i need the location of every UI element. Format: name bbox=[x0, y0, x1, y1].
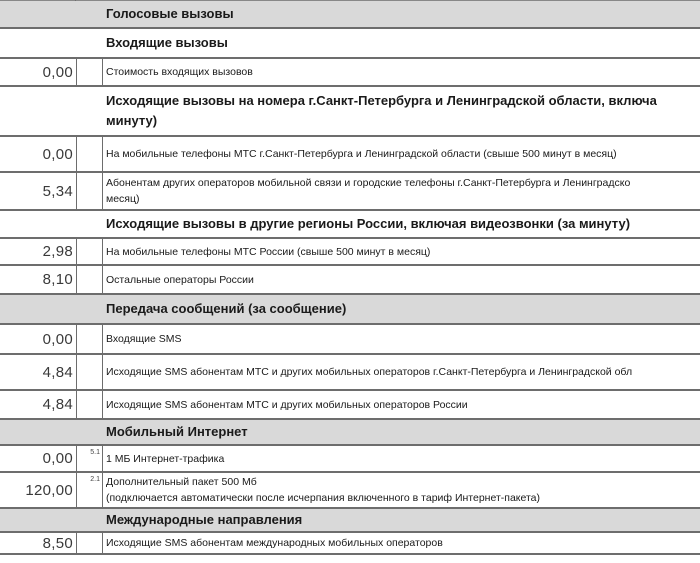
group-row-international bbox=[0, 509, 700, 533]
subgroup-row-outgoing-spb bbox=[0, 87, 700, 137]
group-row-internet bbox=[0, 420, 700, 446]
description-line: Исходящие SMS абонентам МТС и других мобильных операторов г.Санкт-Петербурга и Ленинградской обл bbox=[106, 366, 633, 378]
note-cell: 5.1 bbox=[76, 446, 103, 471]
subgroup-title: Исходящие вызовы в другие регионы России, включая видеозвонки (за минуту) bbox=[106, 216, 631, 231]
description-cell bbox=[106, 59, 700, 85]
subgroup-row-outgoing-russia bbox=[0, 211, 700, 239]
description-cell bbox=[106, 137, 700, 171]
price-cell: 2,98 bbox=[42, 243, 73, 260]
group-title: Голосовые вызовы bbox=[106, 6, 234, 21]
description-cell bbox=[106, 173, 700, 209]
description-line: 1 МБ Интернет-трафика bbox=[106, 452, 225, 465]
table-row bbox=[0, 173, 700, 211]
price-cell: 120,00 bbox=[25, 481, 73, 499]
description-line: Дополнительный пакет 500 Мб bbox=[106, 476, 257, 488]
description-cell bbox=[106, 473, 700, 507]
price-cell: 0,00 bbox=[42, 450, 73, 467]
description-line: Абонентам других операторов мобильной связи и городские телефоны г.Санкт-Петербурга и Ленинградско bbox=[106, 177, 631, 189]
price-cell: 8,50 bbox=[42, 534, 73, 552]
description-cell bbox=[106, 325, 700, 353]
description-line: Остальные операторы России bbox=[106, 273, 254, 286]
price-cell: 5,34 bbox=[42, 182, 73, 200]
description-cell bbox=[106, 446, 700, 471]
table-row bbox=[0, 446, 700, 473]
table-row bbox=[0, 59, 700, 87]
description-line: На мобильные телефоны МТС г.Санкт-Петербурга и Ленинградской области (свыше 500 минут в месяц) bbox=[106, 148, 617, 160]
price-cell: 0,00 bbox=[42, 330, 73, 348]
group-title: Передача сообщений (за сообщение) bbox=[106, 301, 347, 316]
table-row bbox=[0, 391, 700, 420]
price-cell: 0,00 bbox=[42, 145, 73, 163]
note-cell bbox=[76, 239, 103, 264]
group-title: Международные направления bbox=[106, 512, 303, 527]
table-row bbox=[0, 266, 700, 295]
description-line: Исходящие SMS абонентам МТС и других мобильных операторов России bbox=[106, 398, 468, 411]
description-line: На мобильные телефоны МТС России (свыше 500 минут в месяц) bbox=[106, 245, 431, 258]
price-cell: 8,10 bbox=[42, 271, 73, 288]
description-line: месяц) bbox=[106, 193, 140, 205]
description-line: (подключается автоматически после исчерпания включенного в тариф Интернет-пакета) bbox=[106, 492, 541, 504]
note-cell: 2.1 bbox=[76, 473, 103, 507]
subgroup-title-line: Исходящие вызовы на номера г.Санкт-Петербурга и Ленинградской области, включа bbox=[106, 93, 657, 108]
note-cell bbox=[76, 391, 103, 418]
group-row-voice bbox=[0, 1, 700, 29]
table-row bbox=[0, 473, 700, 509]
description-line: Входящие SMS bbox=[106, 333, 182, 345]
note-cell bbox=[76, 325, 103, 353]
note-cell bbox=[76, 59, 103, 85]
description-cell bbox=[106, 391, 700, 418]
note-cell bbox=[76, 266, 103, 293]
subgroup-title bbox=[106, 87, 700, 135]
description-cell bbox=[106, 355, 700, 389]
table-row bbox=[0, 137, 700, 173]
description-cell bbox=[106, 239, 700, 264]
description-cell bbox=[106, 533, 700, 553]
description-line: Исходящие SMS абонентам международных мобильных операторов bbox=[106, 537, 443, 549]
group-title: Мобильный Интернет bbox=[106, 424, 248, 439]
subgroup-title-line: минуту) bbox=[106, 113, 158, 128]
note-cell bbox=[76, 533, 103, 553]
table-row bbox=[0, 533, 700, 555]
subgroup-title: Входящие вызовы bbox=[106, 35, 228, 50]
group-row-messages bbox=[0, 295, 700, 325]
subgroup-row-incoming bbox=[0, 29, 700, 59]
price-cell: 0,00 bbox=[42, 63, 73, 81]
note-cell bbox=[76, 173, 103, 209]
note-cell bbox=[76, 137, 103, 171]
table-row bbox=[0, 325, 700, 355]
price-cell: 4,84 bbox=[42, 396, 73, 413]
table-row bbox=[0, 239, 700, 266]
price-cell: 4,84 bbox=[42, 363, 73, 381]
description-line: Стоимость входящих вызовов bbox=[106, 66, 253, 78]
note-cell bbox=[76, 355, 103, 389]
description-cell bbox=[106, 266, 700, 293]
table-row bbox=[0, 355, 700, 391]
